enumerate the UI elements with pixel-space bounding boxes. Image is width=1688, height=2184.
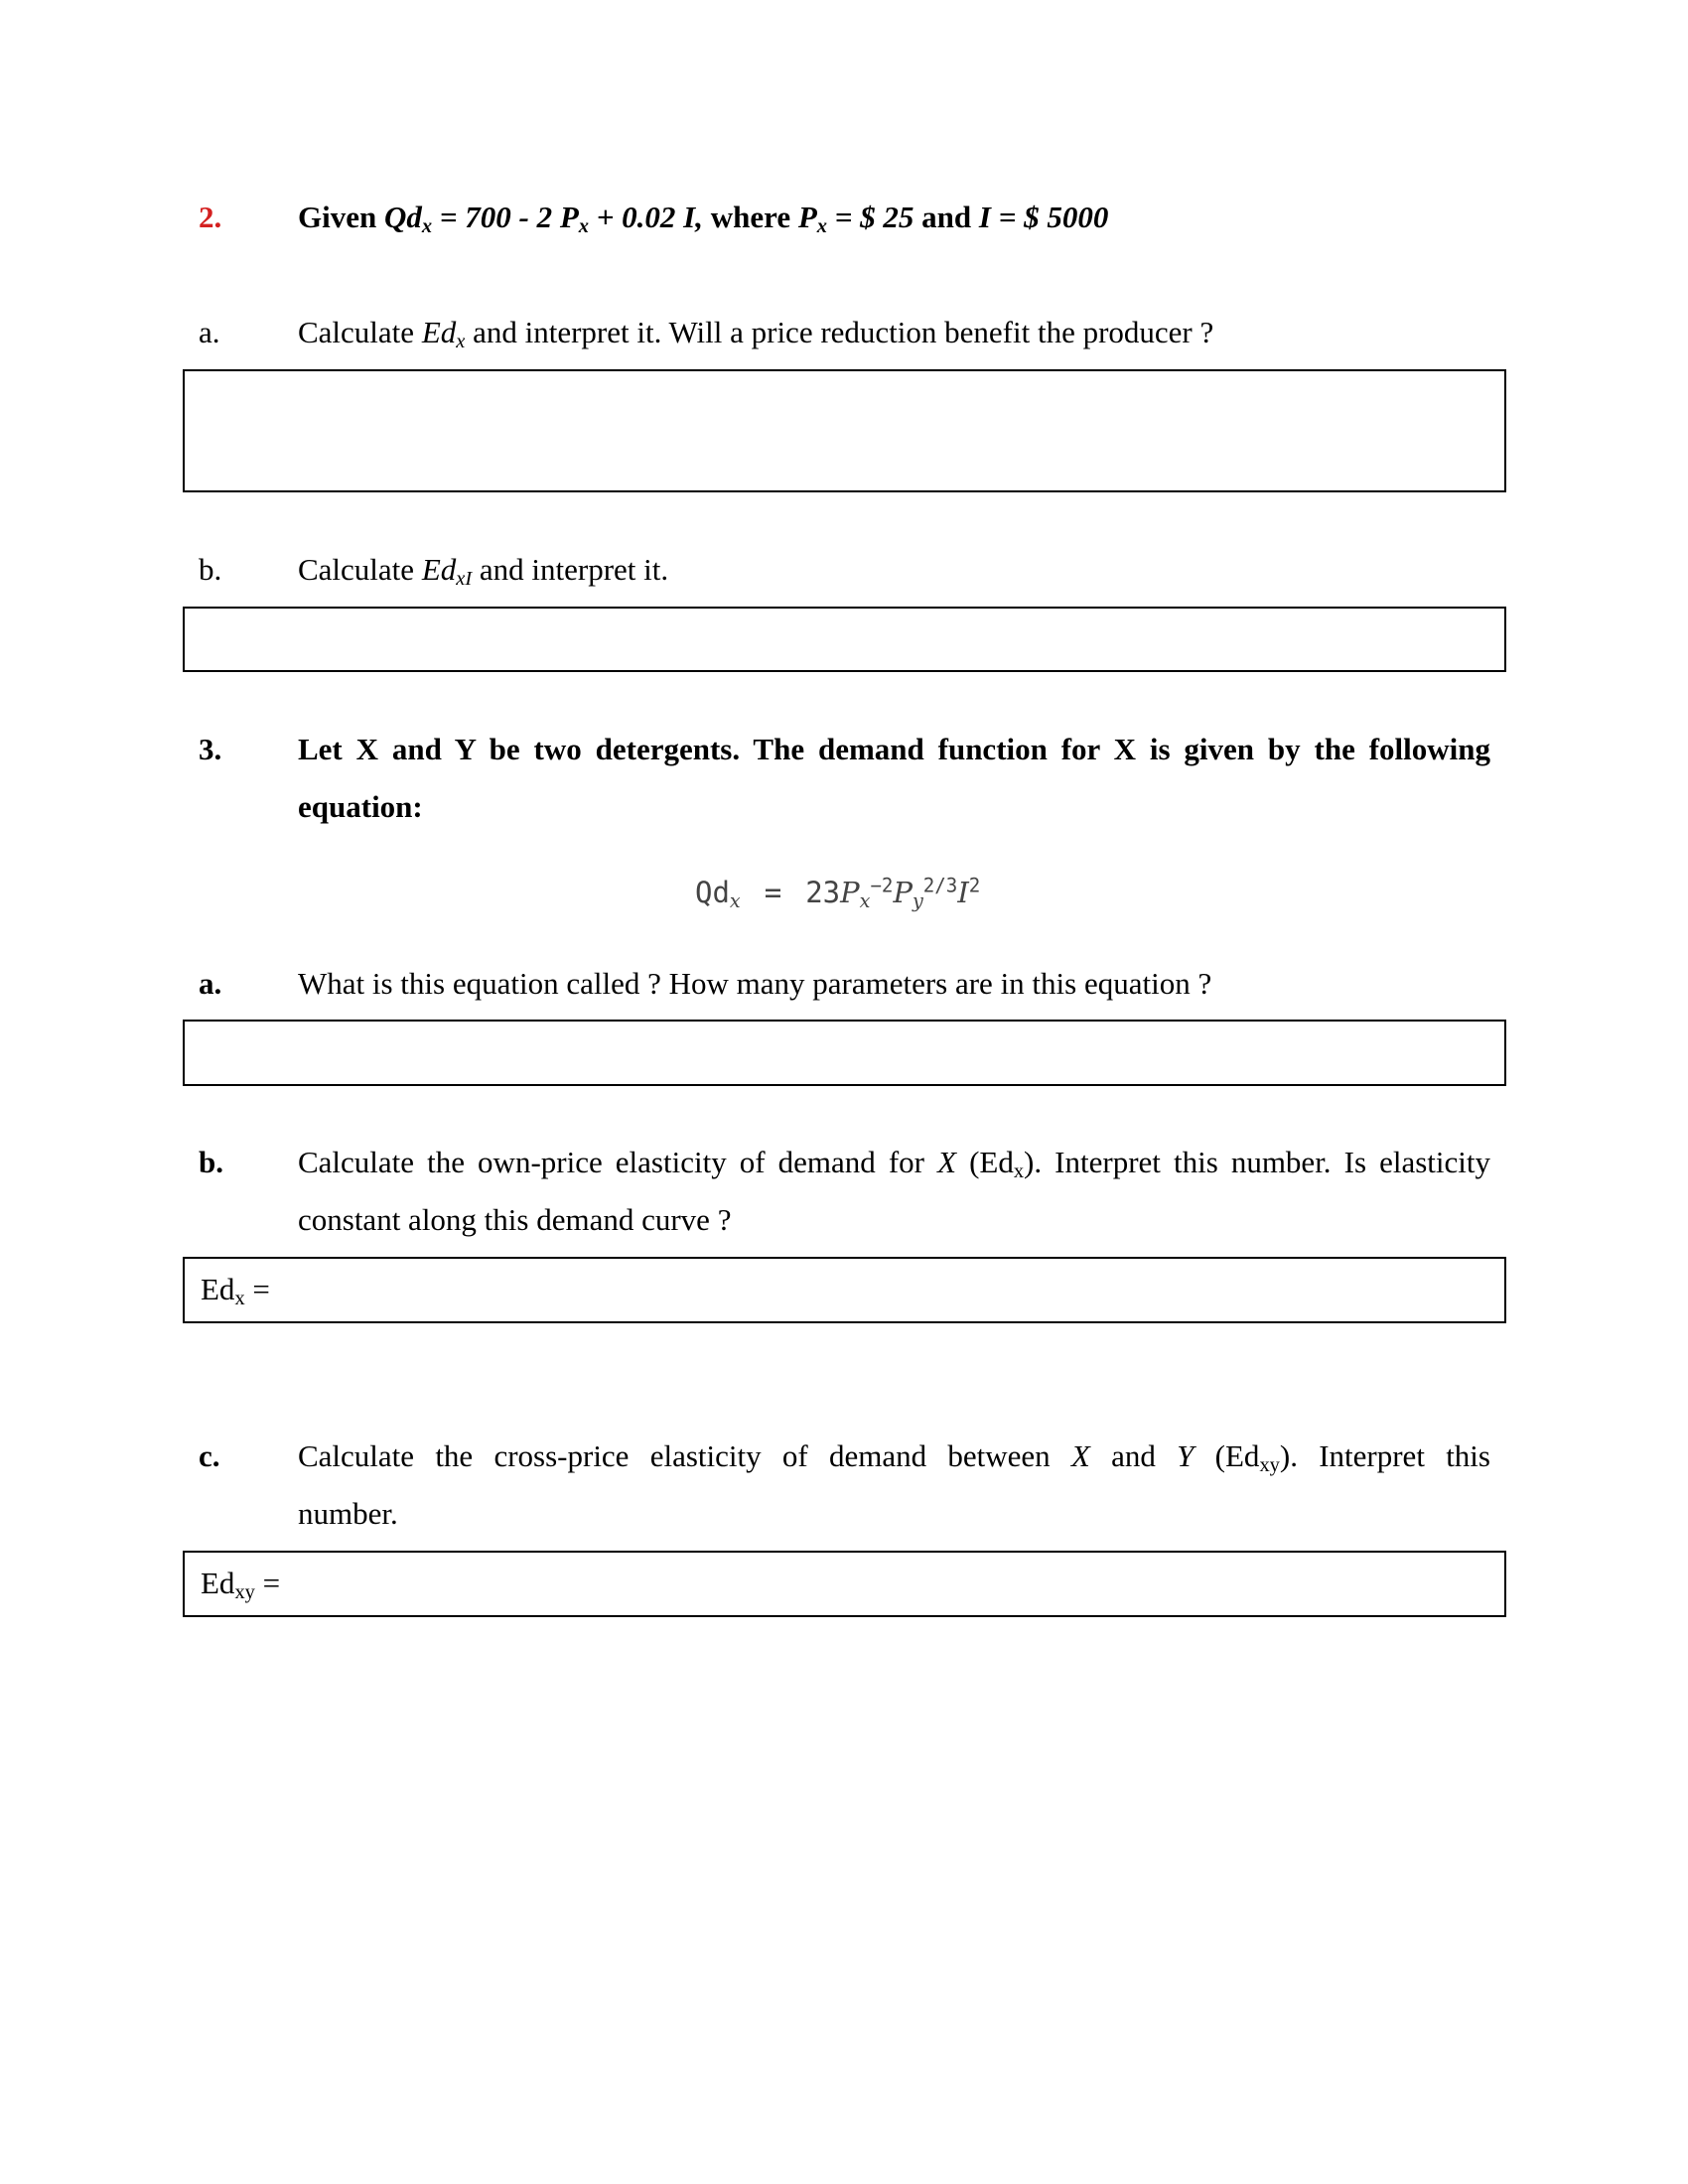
q3c-label: c. [199, 1438, 220, 1473]
q2b-text: Calculate $Ed_{xI}$ and interpret it. [298, 552, 669, 591]
q3c-box-label: $Ed_{xy}$ = [201, 1566, 281, 1604]
q3-statement-line1: Let X and Y be two detergents. The demand function for X is given by the following [298, 732, 1490, 766]
q3-statement-line2: equation: [298, 789, 423, 824]
q2a-text: Calculate $Ed_x$ and interpret it. Will a price reduction benefit the producer ? [298, 315, 1214, 353]
q3c-answer-box[interactable] [183, 1551, 1506, 1617]
q3b-text-line2: constant along this demand curve ? [298, 1202, 732, 1237]
q2b-label: b. [199, 552, 222, 587]
q3a-answer-box[interactable] [183, 1020, 1506, 1086]
q3b-box-label: $Ed_x$ = [201, 1272, 270, 1310]
q3a-text: What is this equation called ? How many parameters are in this equation ? [298, 966, 1212, 1001]
q2-number: 2. [199, 200, 222, 234]
q2a-label: a. [199, 315, 220, 349]
q2-statement: Given $Qd_x = 700 - 2$ $P_x + 0.02$ I, where $P_x$ = $ 25 and I = $ 5000 [298, 200, 1109, 238]
q3c-text-line2: number. [298, 1496, 398, 1531]
q3a-label: a. [199, 966, 222, 1001]
q2a-answer-box[interactable] [183, 369, 1506, 492]
demand-equation: $Qd_x = 23P_x^{-2}P_y^{2/3}I^2$ [695, 874, 981, 912]
q3-number: 3. [199, 732, 222, 766]
q2b-answer-box[interactable] [183, 607, 1506, 672]
q3b-answer-box[interactable] [183, 1257, 1506, 1323]
q3b-text-line1: Calculate the own-price elasticity of demand for X $(Ed_x)$. Interpret this number. Is elasticity [298, 1145, 1490, 1183]
q3b-label: b. [199, 1145, 223, 1179]
q3c-text-line1: Calculate the cross-price elasticity of demand between X and Y $(Ed_{xy})$. Interpret this [298, 1438, 1490, 1477]
